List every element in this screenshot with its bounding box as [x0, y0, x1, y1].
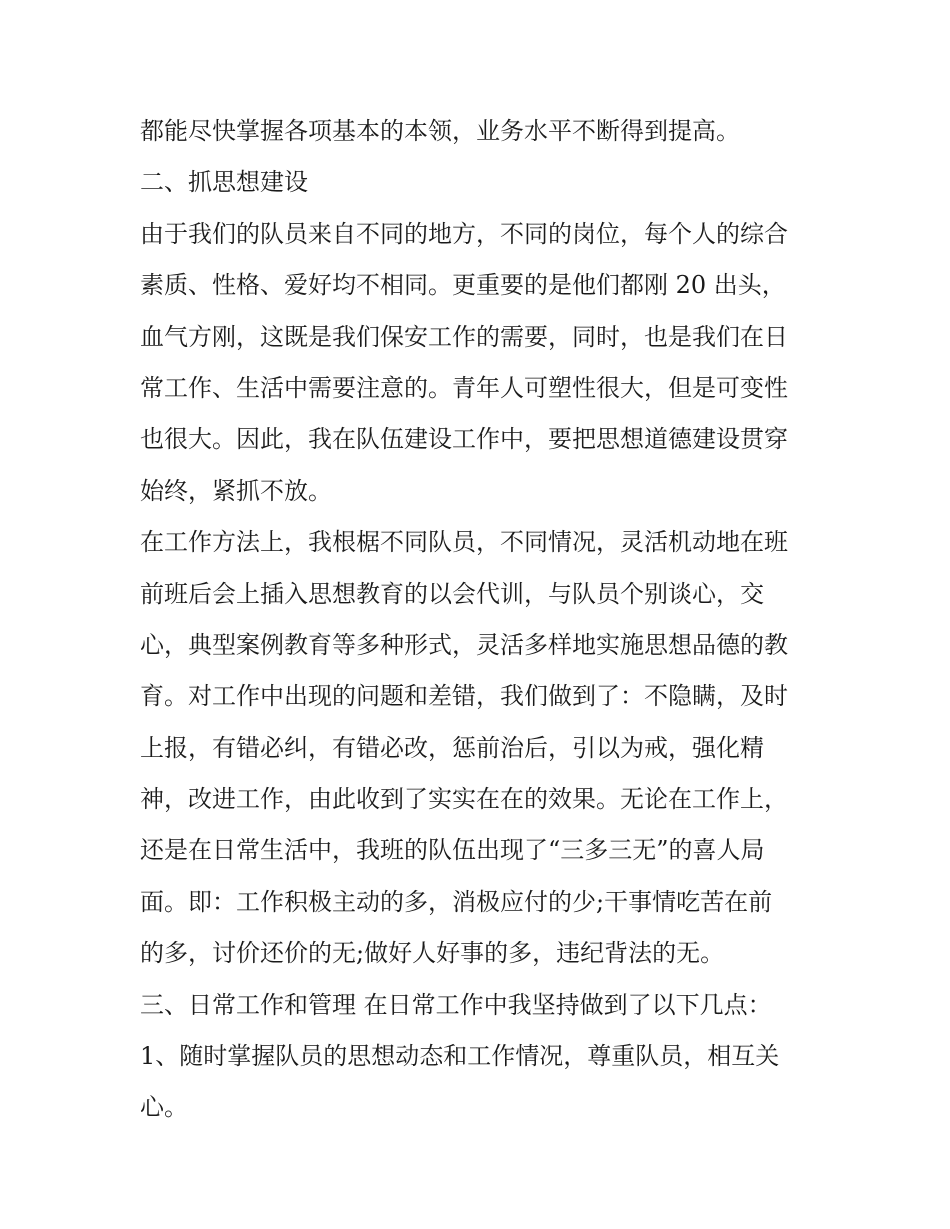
document-body: [140, 106, 820, 1134]
text-line-17: 的多，讨价还价的无;做好人好事的多，违纪背法的无。: [140, 939, 725, 968]
text-line-1: 都能尽快掌握各项基本的本领，业务水平不断得到提高。: [140, 117, 740, 145]
text-line-12: 育。对工作中出现的问题和差错，我们做到了：不隐瞒，及时: [140, 682, 788, 711]
text-line-8: 始终，紧抓不放。: [140, 476, 332, 505]
text-line-20: 心。: [140, 1093, 188, 1122]
section-heading-3: 三、日常工作和管理 在日常工作中我坚持做到了以下几点：: [140, 990, 772, 1019]
text-line-11: 心，典型案例教育等多种形式，灵活多样地实施思想品德的教: [140, 630, 788, 659]
text-line-10: 前班后会上插入思想教育的以会代训，与队员个别谈心，交: [140, 579, 764, 608]
text-line-14: 神，改进工作，由此收到了实实在在的效果。无论在工作上，: [140, 785, 788, 814]
text-line-6: 常工作、生活中需要注意的。青年人可塑性很大，但是可变性: [140, 373, 788, 402]
text-line-16: 面。即：工作积极主动的多，消极应付的少;干事情吃苦在前: [140, 887, 773, 916]
section-heading-2: 二、抓思想建设: [140, 168, 308, 197]
text-line-15: 还是在日常生活中，我班的队伍出现了“三多三无”的喜人局: [140, 836, 765, 865]
text-line-7: 也很大。因此，我在队伍建设工作中，要把思想道德建设贯穿: [140, 425, 788, 454]
text-line-19: 1、随时掌握队员的思想动态和工作情况，尊重队员，相互关: [140, 1042, 780, 1071]
text-line-4: 素质、性格、爱好均不相同。更重要的是他们都刚 20 出头，: [140, 271, 786, 300]
text-line-13: 上报，有错必纠，有错必改，惩前治后，引以为戒，强化精: [140, 733, 764, 762]
text-line-3: 由于我们的队员来自不同的地方，不同的岗位，每个人的综合: [140, 219, 788, 248]
text-line-5: 血气方刚，这既是我们保安工作的需要，同时，也是我们在日: [140, 322, 788, 351]
text-line-9: 在工作方法上，我根椐不同队员，不同情况，灵活机动地在班: [140, 528, 788, 557]
